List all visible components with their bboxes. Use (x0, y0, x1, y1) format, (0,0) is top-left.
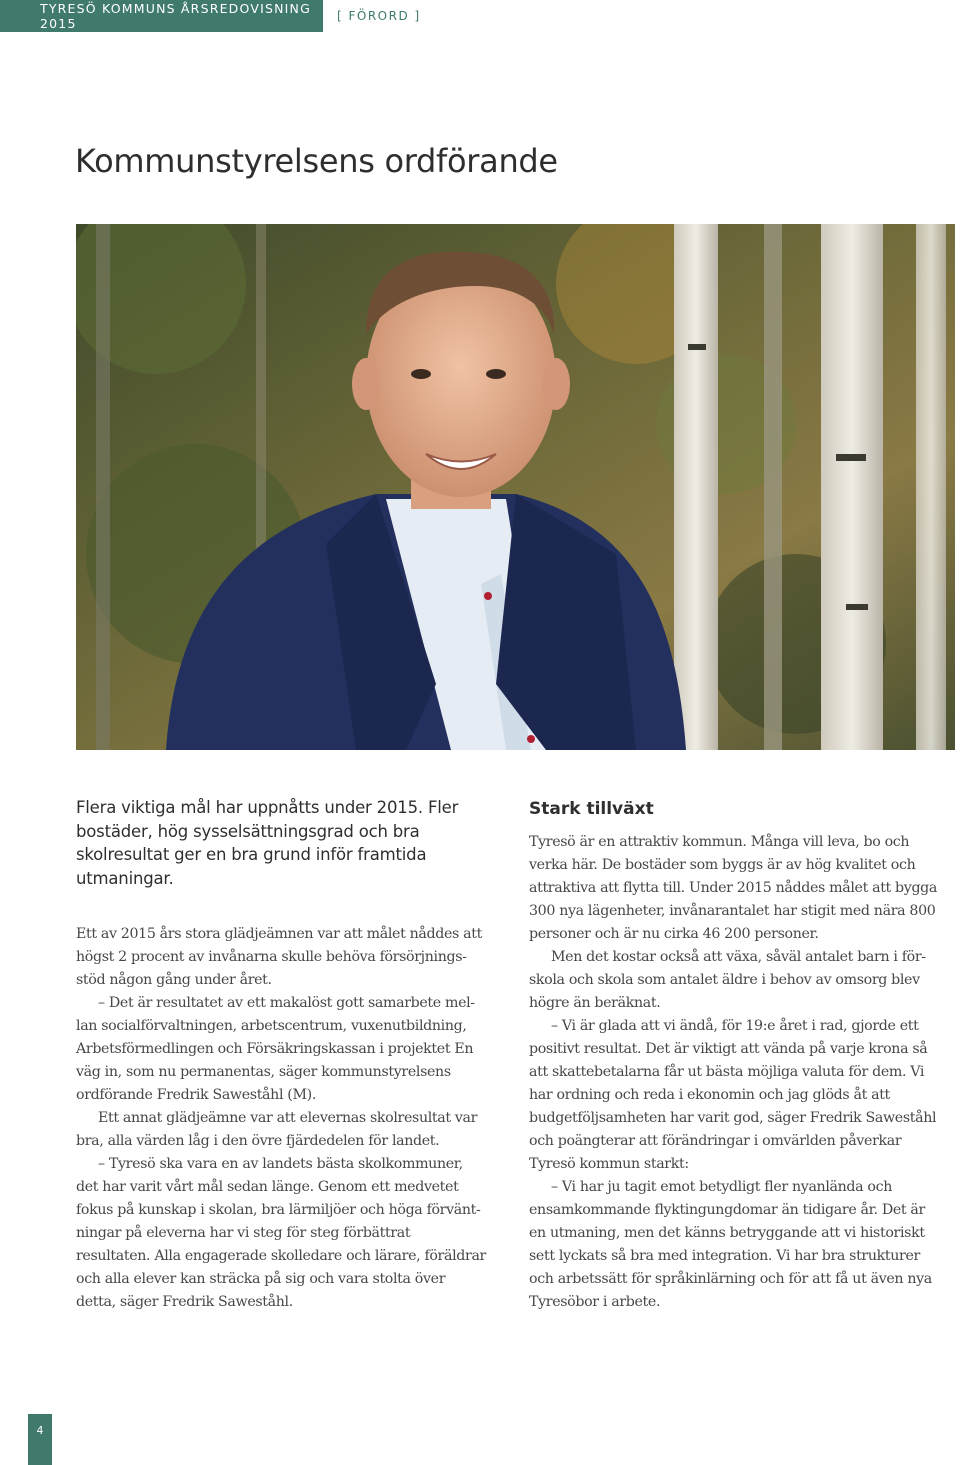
right-column (529, 796, 941, 1314)
left-column (76, 796, 488, 1314)
paragraph: Men det kostar också att växa, såväl antalet barn i för- skola och skola som antalet äldre i behov av omsorg blev högre än beräknat. (529, 949, 926, 1011)
left-body (76, 923, 488, 1314)
paragraph: – Tyresö ska vara en av landets bästa skolkommuner, det har varit vårt mål sedan länge. Genom ett medvetet fokus på kunskap i skolan, bra lärmiljöer och höga förvänt- ningar på eleverna har vi steg för steg förbättrat resultaten. Alla engagerade skolledare och lärare, föräldrar och alla elever kan sträcka på sig och vara stolta över detta, säger Fredrik Saweståhl. (76, 1156, 486, 1310)
portrait-photo (76, 224, 955, 750)
page-number: 4 (28, 1414, 52, 1465)
paragraph: Ett av 2015 års stora glädjeämnen var att målet nåddes att högst 2 procent av invånarna skulle behöva försörjnings- stöd någon gång under året. (76, 926, 482, 988)
page-title: Kommunstyrelsens ordförande (75, 142, 558, 180)
section-heading: Stark tillväxt (529, 799, 654, 819)
paragraph: Ett annat glädjeämne var att elevernas skolresultat var bra, alla värden låg i den övre fjärdedelen för landet. (76, 1110, 478, 1149)
paragraph: Tyresö är en attraktiv kommun. Många vill leva, bo och verka här. De bostäder som byggs är av hög kvalitet och attraktiva att flytta till. Under 2015 nåddes målet att bygga 300 nya lägenheter, invånarantalet har stigit med nära 800 personer och är nu cirka 46 200 personer. (529, 834, 938, 942)
lead-text: Flera viktiga mål har uppnåtts under 2015. Fler bostäder, hög sysselsättningsgrad och bra skolresultat ger en bra grund inför framtida utmaningar. (76, 798, 459, 888)
paragraph: – Vi är glada att vi ändå, för 19:e året i rad, gjorde ett positivt resultat. Det är viktigt att vända på varje krona så att skattebetalarna får ut bästa möjliga valuta för dem. Vi har ordning och reda i ekonomin och jag glöds åt att budgetföljsamheten har varit god, säger Fredrik Saweståhl och poängterar att förändringar i omvärlden påverkar Tyresö kommun starkt: (529, 1018, 937, 1172)
section-label: [ FÖRORD ] (337, 9, 421, 23)
right-body (529, 831, 941, 1314)
paragraph: – Det är resultatet av ett makalöst gott samarbete mel- lan socialförvaltningen, arbetscentrum, vuxenutbildning, Arbetsförmedlingen och Försäkringskassan i projektet En väg in, som nu permanentas, säger kommunstyrelsens ordförande Fredrik Saweståhl (M). (76, 995, 475, 1103)
running-header (0, 0, 421, 32)
paragraph: – Vi har ju tagit emot betydligt fler nyanlända och ensamkommande flyktingungdomar än tidigare år. Det är en utmaning, men det känns betryggande att vi historiskt sett lyckats så bra med integration. Vi har bra strukturer och arbetssätt för språkinlärning och för att få ut även nya Tyresöbor i arbete. (529, 1179, 932, 1310)
report-title: TYRESÖ KOMMUNS ÅRSREDOVISNING 2015 (0, 0, 323, 32)
